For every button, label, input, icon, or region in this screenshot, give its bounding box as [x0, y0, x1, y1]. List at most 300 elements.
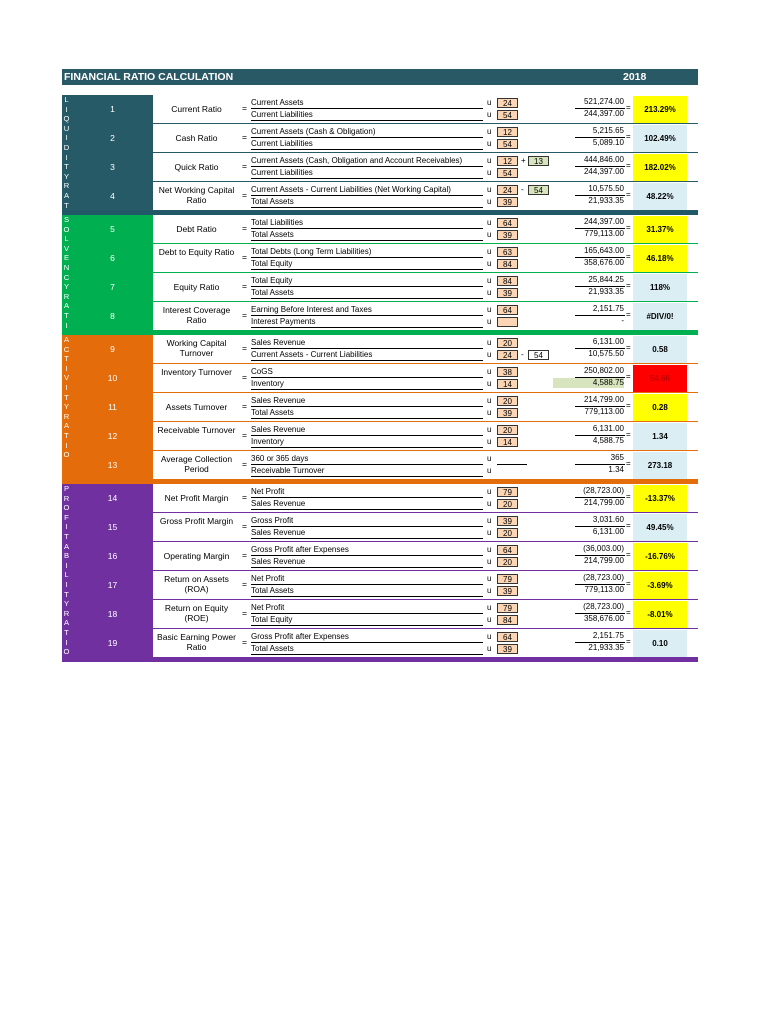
- extra-ref-box[interactable]: 54: [528, 350, 549, 360]
- numerator-value: 521,274.00: [583, 97, 624, 106]
- numerator-text: Total Debts (Long Term Liabilities): [251, 247, 372, 256]
- ratio-result: 182.02%: [633, 154, 687, 181]
- section-vertical-label: S O L V E N C Y R A T I: [63, 215, 70, 330]
- ratio-row: [153, 393, 698, 421]
- fraction-line: [251, 555, 483, 556]
- fraction-line: [251, 613, 483, 614]
- denominator-ref-box[interactable]: 20: [497, 557, 518, 567]
- numerator-value: (28,723.00): [583, 602, 624, 611]
- unit-marker: u: [487, 574, 492, 583]
- unit-marker: u: [487, 487, 492, 496]
- denominator-ref-box[interactable]: 54: [497, 168, 518, 178]
- numerator-ref-box[interactable]: 24: [497, 98, 518, 108]
- numerator-text: Net Profit: [251, 603, 285, 612]
- unit-marker: u: [487, 230, 492, 239]
- result-equals: =: [626, 223, 631, 232]
- denominator-text: Current Assets - Current Liabilities: [251, 350, 373, 359]
- denominator-text: Current Liabilities: [251, 110, 313, 119]
- numerator-value: 2,151.75: [592, 631, 624, 640]
- row-underline: [251, 654, 483, 655]
- denominator-text: Inventory: [251, 437, 284, 446]
- denominator-ref-box[interactable]: 54: [497, 110, 518, 120]
- result-equals: =: [626, 103, 631, 112]
- ratio-row: [153, 542, 698, 570]
- denominator-value: 1.34: [608, 465, 624, 474]
- numerator-text: Sales Revenue: [251, 425, 306, 434]
- denominator-value: 5,089.10: [592, 138, 624, 147]
- numerator-text: Gross Profit: [251, 516, 294, 525]
- denominator-value: 244,397.00: [583, 167, 624, 176]
- result-equals: =: [626, 401, 631, 410]
- section-band: [62, 335, 698, 480]
- ratio-name: Quick Ratio: [174, 162, 219, 172]
- result-equals: =: [626, 372, 631, 381]
- unit-marker: u: [487, 197, 492, 206]
- sheet-header: [62, 69, 698, 85]
- fraction-line: [251, 286, 483, 287]
- section-vertical-label: L I Q U I D I T Y R A T: [63, 95, 70, 210]
- operator-sign: -: [521, 185, 524, 194]
- ratio-row: [153, 124, 698, 152]
- denominator-text: Sales Revenue: [251, 499, 306, 508]
- ratio-number: 4: [110, 191, 115, 201]
- section-separator: [62, 658, 698, 662]
- unit-marker: u: [487, 644, 492, 653]
- denominator-value: 214,799.00: [583, 556, 624, 565]
- fraction-line: [251, 642, 483, 643]
- ratio-number: 5: [110, 224, 115, 234]
- denominator-ref-box[interactable]: 39: [497, 197, 518, 207]
- numerator-text: Total Equity: [251, 276, 293, 285]
- ratio-name: Basic Earning Power Ratio: [157, 632, 236, 652]
- denominator-value: 21,933.35: [588, 196, 624, 205]
- ratio-name: Debt to Equity Ratio: [158, 247, 235, 257]
- unit-marker: u: [487, 466, 492, 475]
- numerator-ref-box[interactable]: 20: [497, 338, 518, 348]
- ratio-number: 1: [110, 104, 115, 114]
- ratio-name: Average Collection Period: [160, 454, 233, 474]
- ratio-result: 49.45%: [633, 514, 687, 541]
- numerator-ref-box[interactable]: 79: [497, 487, 518, 497]
- denominator-text: Receivable Turnover: [251, 466, 325, 475]
- result-equals: =: [626, 281, 631, 290]
- unit-marker: u: [487, 396, 492, 405]
- unit-marker: u: [487, 545, 492, 554]
- ratio-name: Assets Turnover: [165, 402, 228, 412]
- result-equals: =: [626, 579, 631, 588]
- section-band: [62, 484, 698, 658]
- ratio-result: 213.29%: [633, 96, 687, 123]
- ratio-result: #DIV/0!: [633, 303, 687, 330]
- unit-marker: u: [487, 305, 492, 314]
- ratio-result: 0.28: [633, 394, 687, 421]
- unit-marker: u: [487, 98, 492, 107]
- ratio-row: [153, 600, 698, 628]
- equals-sign: =: [242, 190, 247, 200]
- ratio-number: 2: [110, 133, 115, 143]
- unit-marker: u: [487, 408, 492, 417]
- ratio-name: Return on Equity (ROE): [164, 603, 229, 623]
- numerator-value: 214,799.00: [583, 395, 624, 404]
- sheet-title: FINANCIAL RATIO CALCULATION: [64, 71, 234, 83]
- ratio-number: 3: [110, 162, 115, 172]
- numerator-value: 244,397.00: [583, 217, 624, 226]
- unit-marker: u: [487, 603, 492, 612]
- unit-marker: u: [487, 499, 492, 508]
- unit-marker: u: [487, 218, 492, 227]
- denominator-value: 4,588.75: [553, 378, 624, 388]
- numerator-ref-box[interactable]: 64: [497, 545, 518, 555]
- fraction-line: [251, 348, 483, 349]
- result-equals: =: [626, 161, 631, 170]
- denominator-value: 21,933.35: [588, 643, 624, 652]
- row-underline: [251, 538, 483, 539]
- denominator-text: Current Liabilities: [251, 139, 313, 148]
- sheet-year: 2018: [623, 71, 647, 83]
- unit-marker: u: [487, 288, 492, 297]
- numerator-ref-box[interactable]: 79: [497, 574, 518, 584]
- equals-sign: =: [242, 161, 247, 171]
- ratio-row: [153, 513, 698, 541]
- numerator-text: Current Assets: [251, 98, 304, 107]
- equals-sign: =: [242, 343, 247, 353]
- unit-marker: u: [487, 247, 492, 256]
- denominator-value: 779,113.00: [584, 585, 624, 594]
- denominator-ref-box[interactable]: 39: [497, 230, 518, 240]
- unit-marker: u: [487, 338, 492, 347]
- denominator-text: Total Assets: [251, 644, 294, 653]
- unit-marker: u: [487, 110, 492, 119]
- numerator-value: 6,131.00: [592, 424, 624, 433]
- denominator-text: Interest Payments: [251, 317, 316, 326]
- ratio-number: 11: [108, 402, 117, 412]
- equals-sign: =: [242, 608, 247, 618]
- numerator-text: Gross Profit after Expenses: [251, 545, 349, 554]
- result-equals: =: [626, 252, 631, 261]
- row-underline: [251, 240, 483, 241]
- operator-sign: -: [521, 350, 524, 359]
- numerator-value: (28,723.00): [583, 573, 624, 582]
- fraction-line: [251, 195, 483, 196]
- unit-marker: u: [487, 185, 492, 194]
- ratio-name: Operating Margin: [163, 551, 230, 561]
- unit-marker: u: [487, 367, 492, 376]
- ratio-name: Net Working Capital Ratio: [158, 185, 235, 205]
- result-equals: =: [626, 430, 631, 439]
- ratio-row: [153, 484, 698, 512]
- denominator-text: Total Equity: [251, 615, 293, 624]
- unit-marker: u: [487, 156, 492, 165]
- result-equals: =: [626, 492, 631, 501]
- denominator-text: Total Assets: [251, 586, 294, 595]
- numerator-text: Earning Before Interest and Taxes: [251, 305, 372, 314]
- denominator-ref-box[interactable]: 24: [497, 350, 518, 360]
- equals-sign: =: [242, 637, 247, 647]
- numerator-value: (28,723.00): [583, 486, 624, 495]
- ratio-row: [153, 629, 698, 657]
- result-equals: =: [626, 550, 631, 559]
- denominator-text: Sales Revenue: [251, 528, 306, 537]
- ratio-result: 48.22%: [633, 183, 687, 210]
- ratio-row: [153, 422, 698, 450]
- ratio-row: [153, 451, 698, 479]
- result-equals: =: [626, 637, 631, 646]
- unit-marker: u: [487, 127, 492, 136]
- numerator-value: 6,131.00: [592, 337, 624, 346]
- denominator-value: 244,397.00: [583, 109, 624, 118]
- result-equals: =: [626, 608, 631, 617]
- equals-sign: =: [242, 430, 247, 440]
- result-equals: =: [626, 343, 631, 352]
- ratio-number: 12: [107, 431, 118, 441]
- denominator-value: 358,676.00: [583, 614, 624, 623]
- ratio-result: 273.18: [633, 452, 687, 479]
- ratio-name: Net Profit Margin: [164, 493, 229, 503]
- ratio-number: 7: [110, 282, 115, 292]
- numerator-ref-box[interactable]: 24: [497, 185, 518, 195]
- ratio-row: [153, 571, 698, 599]
- unit-marker: u: [487, 317, 492, 326]
- denominator-ref-box[interactable]: 39: [497, 288, 518, 298]
- numerator-text: Current Assets (Cash, Obligation and Account Receivables): [251, 156, 463, 165]
- ratio-result: 54.66: [633, 365, 687, 392]
- ratio-result: -8.01%: [633, 601, 687, 628]
- denominator-text: Total Assets: [251, 197, 294, 206]
- numerator-ref-box[interactable]: 63: [497, 247, 518, 257]
- equals-sign: =: [242, 459, 247, 469]
- row-underline: [251, 447, 483, 448]
- fraction-line: [251, 315, 483, 316]
- ratio-row: [153, 364, 698, 392]
- ratio-result: -13.37%: [633, 485, 687, 512]
- numerator-value: 10,575.50: [588, 184, 624, 193]
- numerator-ref-box[interactable]: 38: [497, 367, 518, 377]
- numerator-ref-box[interactable]: 20: [497, 396, 518, 406]
- unit-marker: u: [487, 276, 492, 285]
- ratio-row: [153, 215, 698, 243]
- numerator-text: 360 or 365 days: [251, 454, 309, 463]
- row-underline: [251, 509, 483, 510]
- ratio-name: Equity Ratio: [173, 282, 220, 292]
- fraction-line: [251, 526, 483, 527]
- section-band: [62, 95, 698, 211]
- ratio-name: Interest Coverage Ratio: [162, 305, 231, 325]
- denominator-ref-box[interactable]: 39: [497, 408, 518, 418]
- section-vertical-label: A C T I V I T Y R A T I O: [63, 335, 70, 460]
- row-underline: [251, 327, 483, 328]
- denominator-ref-box[interactable]: [497, 317, 518, 327]
- denominator-value: 779,113.00: [584, 407, 624, 416]
- denominator-text: Inventory: [251, 379, 284, 388]
- row-underline: [251, 567, 483, 568]
- ratio-row: [153, 182, 698, 210]
- ratio-row: [153, 335, 698, 363]
- operator-sign: +: [521, 156, 526, 165]
- fraction-line: [251, 377, 483, 378]
- equals-sign: =: [242, 401, 247, 411]
- ratio-result: 0.10: [633, 630, 687, 657]
- ratio-row: [153, 244, 698, 272]
- fraction-line: [251, 137, 483, 138]
- numerator-text: Sales Revenue: [251, 338, 306, 347]
- unit-marker: u: [487, 139, 492, 148]
- ratio-name: Cash Ratio: [175, 133, 218, 143]
- fraction-line: [251, 584, 483, 585]
- ref-placeholder-line: [497, 464, 527, 465]
- ratio-result: 46.18%: [633, 245, 687, 272]
- denominator-ref-box[interactable]: 39: [497, 586, 518, 596]
- denominator-value: 21,933.35: [588, 287, 624, 296]
- equals-sign: =: [242, 310, 247, 320]
- numerator-value: 250,802.00: [583, 366, 624, 375]
- extra-ref-box[interactable]: 54: [528, 185, 549, 195]
- ratio-result: 1.34: [633, 423, 687, 450]
- equals-sign: =: [242, 132, 247, 142]
- ratio-name: Debt Ratio: [176, 224, 217, 234]
- ratio-number: 17: [107, 580, 118, 590]
- unit-marker: u: [487, 350, 492, 359]
- numerator-ref-box[interactable]: 20: [497, 425, 518, 435]
- ratio-result: 0.58: [633, 336, 687, 363]
- numerator-text: Net Profit: [251, 487, 285, 496]
- unit-marker: u: [487, 586, 492, 595]
- numerator-value: 25,844.25: [588, 275, 624, 284]
- section-vertical-label: P R O F I T A B I L I T Y R A T I O: [63, 484, 70, 657]
- denominator-ref-box[interactable]: 39: [497, 644, 518, 654]
- ratio-row: [153, 273, 698, 301]
- equals-sign: =: [242, 492, 247, 502]
- numerator-ref-box[interactable]: 64: [497, 305, 518, 315]
- row-underline: [251, 178, 483, 179]
- unit-marker: u: [487, 259, 492, 268]
- numerator-text: Net Profit: [251, 574, 285, 583]
- numerator-value: 365: [610, 453, 624, 462]
- denominator-value: 10,575.50: [588, 349, 624, 358]
- equals-sign: =: [242, 223, 247, 233]
- denominator-text: Total Assets: [251, 288, 294, 297]
- denominator-text: Sales Revenue: [251, 557, 306, 566]
- unit-marker: u: [487, 425, 492, 434]
- fraction-line: [251, 108, 483, 109]
- denominator-value: 358,676.00: [583, 258, 624, 267]
- denominator-value: -: [621, 316, 624, 325]
- numerator-ref-box[interactable]: 12: [497, 156, 518, 166]
- ratio-name: Return on Assets (ROA): [164, 574, 229, 594]
- denominator-ref-box[interactable]: 20: [497, 499, 518, 509]
- row-underline: [251, 625, 483, 626]
- ratio-number: 6: [110, 253, 115, 263]
- fraction-line: [251, 464, 483, 465]
- numerator-text: Total Liabilities: [251, 218, 304, 227]
- denominator-text: Total Assets: [251, 408, 294, 417]
- numerator-value: (36,003.00): [583, 544, 624, 553]
- fraction-line: [251, 166, 483, 167]
- extra-ref-box[interactable]: 13: [528, 156, 549, 166]
- result-equals: =: [626, 521, 631, 530]
- fraction-line: [251, 228, 483, 229]
- ratio-result: 118%: [633, 274, 687, 301]
- ratio-result: -16.76%: [633, 543, 687, 570]
- unit-marker: u: [487, 379, 492, 388]
- row-underline: [251, 149, 483, 150]
- equals-sign: =: [242, 252, 247, 262]
- unit-marker: u: [487, 168, 492, 177]
- unit-marker: u: [487, 516, 492, 525]
- numerator-ref-box[interactable]: 79: [497, 603, 518, 613]
- ratio-number: 13: [107, 460, 118, 470]
- unit-marker: u: [487, 557, 492, 566]
- numerator-ref-box[interactable]: 64: [497, 218, 518, 228]
- denominator-value: 6,131.00: [592, 527, 624, 536]
- fraction-line: [251, 497, 483, 498]
- result-equals: =: [626, 459, 631, 468]
- unit-marker: u: [487, 437, 492, 446]
- denominator-value: 779,113.00: [584, 229, 624, 238]
- equals-sign: =: [242, 521, 247, 531]
- result-equals: =: [626, 132, 631, 141]
- denominator-ref-box[interactable]: 54: [497, 139, 518, 149]
- denominator-value: 214,799.00: [583, 498, 624, 507]
- numerator-text: CoGS: [251, 367, 273, 376]
- ratio-number: 14: [107, 493, 118, 503]
- numerator-value: 5,215.65: [592, 126, 624, 135]
- ratio-name: Inventory Turnover: [161, 367, 232, 377]
- denominator-ref-box[interactable]: 84: [497, 615, 518, 625]
- numerator-text: Sales Revenue: [251, 396, 306, 405]
- denominator-ref-box[interactable]: 20: [497, 528, 518, 538]
- ratio-number: 8: [110, 311, 115, 321]
- denominator-ref-box[interactable]: 14: [497, 379, 518, 389]
- equals-sign: =: [242, 372, 247, 382]
- unit-marker: u: [487, 615, 492, 624]
- ratio-row: [153, 153, 698, 181]
- ratio-number: 19: [107, 638, 118, 648]
- section-band: [62, 215, 698, 331]
- ratio-name: Working Capital Turnover: [166, 338, 227, 358]
- row-underline: [251, 298, 483, 299]
- denominator-text: Current Liabilities: [251, 168, 313, 177]
- result-equals: =: [626, 310, 631, 319]
- unit-marker: u: [487, 528, 492, 537]
- equals-sign: =: [242, 281, 247, 291]
- numerator-ref-box[interactable]: 39: [497, 516, 518, 526]
- row-underline: [251, 269, 483, 270]
- denominator-value: 4,588.75: [592, 436, 624, 445]
- denominator-ref-box[interactable]: 14: [497, 437, 518, 447]
- ratio-number: 9: [110, 344, 115, 354]
- numerator-value: 165,643.00: [583, 246, 624, 255]
- ratio-number: 16: [107, 551, 118, 561]
- ratio-row: [153, 95, 698, 123]
- row-underline: [251, 207, 483, 208]
- equals-sign: =: [242, 103, 247, 113]
- denominator-text: Total Equity: [251, 259, 293, 268]
- ratio-result: 102.49%: [633, 125, 687, 152]
- denominator-ref-box[interactable]: 84: [497, 259, 518, 269]
- equals-sign: =: [242, 579, 247, 589]
- numerator-ref-box[interactable]: 64: [497, 632, 518, 642]
- numerator-text: Current Assets - Current Liabilities (Net Working Capital): [251, 185, 451, 194]
- ratio-number: 18: [107, 609, 118, 619]
- ratio-number: 15: [107, 522, 118, 532]
- numerator-ref-box[interactable]: 12: [497, 127, 518, 137]
- numerator-ref-box[interactable]: 84: [497, 276, 518, 286]
- unit-marker: u: [487, 632, 492, 641]
- denominator-text: Total Assets: [251, 230, 294, 239]
- unit-marker: u: [487, 454, 492, 463]
- result-equals: =: [626, 190, 631, 199]
- ratio-row: [153, 302, 698, 330]
